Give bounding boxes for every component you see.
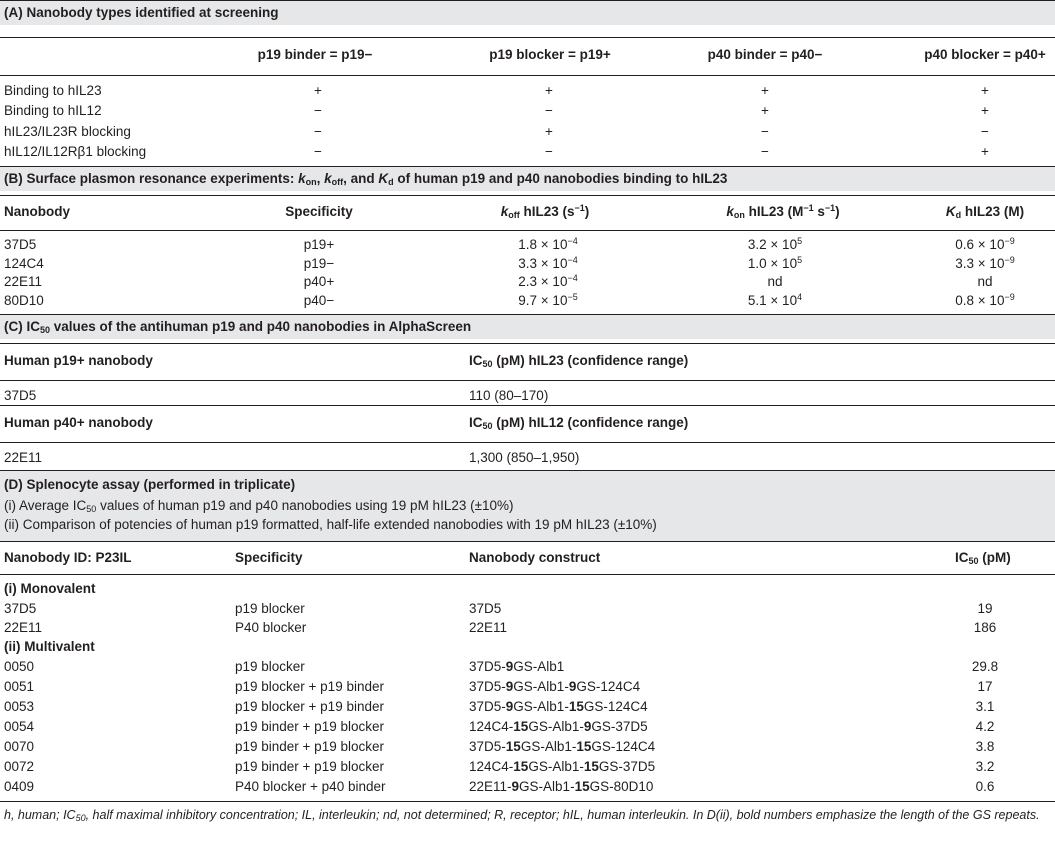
col-header-kd: $K_d$ hIL23 (M) xyxy=(945,204,1025,220)
d-row-id: 37D5 xyxy=(4,601,37,616)
table-cell: p40− xyxy=(303,293,335,308)
table-cell: $3.3 \times 10^{-9}$ xyxy=(955,255,1015,271)
cell: − xyxy=(761,144,769,159)
d-row-spec: p19 blocker xyxy=(235,659,305,674)
section-a-title: (A) Nanobody types identified at screening xyxy=(4,5,279,20)
d-row-ic50: 0.6 xyxy=(975,779,995,794)
d-col-header-ic50: $IC_{50}$ (pM) xyxy=(955,550,1011,566)
bottom-rule xyxy=(0,801,1055,802)
group-label-monovalent: (i) Monovalent xyxy=(4,581,96,596)
table-cell: $5.1 \times 10^4$ xyxy=(747,292,803,308)
section-b-title: (B) Surface plasmon resonance experiments: $k_{on}$, $k_{off}$, and $K_d$ of human p19 and p40 nanobodies binding to hIL23 xyxy=(4,171,728,187)
table-row-name: 37D5 xyxy=(4,237,37,252)
rule xyxy=(0,230,1055,231)
table-cell: $3.2 \times 10^5$ xyxy=(747,236,803,252)
d-row-ic50: 3.2 xyxy=(975,759,995,774)
d-row-ic50: 17 xyxy=(977,679,993,694)
rule xyxy=(0,574,1055,575)
table-cell: p19+ xyxy=(303,237,335,252)
d-row-construct: 124C4-15GS-Alb1-9GS-37D5 xyxy=(469,719,648,734)
table-cell: $3.3 \times 10^{-4}$ xyxy=(518,255,578,271)
d-row-ic50: 3.1 xyxy=(975,699,995,714)
cell: + xyxy=(314,83,322,98)
cell: − xyxy=(314,124,322,139)
rule xyxy=(0,343,1055,344)
table-row-name: 124C4 xyxy=(4,256,44,271)
d-col-header-spec: Specificity xyxy=(235,550,303,565)
rule xyxy=(0,195,1055,196)
cell: − xyxy=(761,124,769,139)
table-row-name: 22E11 xyxy=(4,274,43,289)
d-row-spec: p19 binder + p19 blocker xyxy=(235,739,384,754)
table-cell: $0.8 \times 10^{-9}$ xyxy=(955,292,1015,308)
d-col-header-construct: Nanobody construct xyxy=(469,550,601,565)
c-row-name: 22E11 xyxy=(4,450,43,465)
table-cell: nd xyxy=(767,274,783,289)
d-row-spec: P40 blocker + p40 binder xyxy=(235,779,386,794)
col-header-koff: $k_{off}$ hIL23 $(s^{-1})$ xyxy=(500,203,590,220)
row-label: hIL12/IL12Rβ1 blocking xyxy=(4,144,147,159)
col-header: p19 binder = p19− xyxy=(257,47,373,62)
c-row-value: 110 (80–170) xyxy=(469,388,549,403)
table-cell: $2.3 \times 10^{-4}$ xyxy=(518,273,578,289)
d-row-id: 0070 xyxy=(4,739,35,754)
d-row-ic50: 3.8 xyxy=(975,739,995,754)
row-label: Binding to hIL23 xyxy=(4,83,102,98)
rule xyxy=(0,75,1055,76)
rule xyxy=(0,380,1055,381)
c-header-right: $IC_{50}$ (pM) hIL23 (confidence range) xyxy=(469,353,689,369)
table-row-name: 80D10 xyxy=(4,293,44,308)
rule xyxy=(0,541,1055,542)
table-cell: $0.6 \times 10^{-9}$ xyxy=(955,236,1015,252)
d-row-id: 0051 xyxy=(4,679,35,694)
c-header-right: $IC_{50}$ (pM) hIL12 (confidence range) xyxy=(469,415,689,431)
d-row-id: 0054 xyxy=(4,719,35,734)
section-d-note: (ii) Comparison of potencies of human p19 formatted, half-life extended nanobodies with 19 pM hIL23 (±10%) xyxy=(4,517,657,532)
col-header-kon: $k_{on}$ hIL23 ($M^{-1}$ $s^{-1}$) xyxy=(726,203,840,220)
d-row-construct: 37D5-9GS-Alb1-9GS-124C4 xyxy=(469,679,641,694)
d-row-spec: p19 binder + p19 blocker xyxy=(235,719,384,734)
d-row-construct: 124C4-15GS-Alb1-15GS-37D5 xyxy=(469,759,656,774)
section-c-title: (C) $IC_{50}$ values of the antihuman p19 and p40 nanobodies in AlphaScreen xyxy=(4,319,472,335)
col-header: p40 binder = p40− xyxy=(707,47,823,62)
table-cell: $1.8 \times 10^{-4}$ xyxy=(518,236,578,252)
d-row-spec: p19 blocker xyxy=(235,601,305,616)
d-row-ic50: 4.2 xyxy=(975,719,995,734)
d-row-construct: 37D5-15GS-Alb1-15GS-124C4 xyxy=(469,739,656,754)
d-row-id: 0050 xyxy=(4,659,35,674)
c-header-left: Human p19+ nanobody xyxy=(4,353,153,368)
table-cell: p40+ xyxy=(303,274,335,289)
section-d-title: (D) Splenocyte assay (performed in triplicate) xyxy=(4,477,296,492)
d-row-spec: p19 blocker + p19 binder xyxy=(235,679,384,694)
section-d-note: (i) Average $IC_{50}$ values of human p19 and p40 nanobodies using 19 pM hIL23 (±10%) xyxy=(4,498,514,514)
cell: − xyxy=(545,103,553,118)
col-header: p40 blocker = p40+ xyxy=(924,47,1046,62)
cell: + xyxy=(545,124,553,139)
cell: + xyxy=(761,103,769,118)
d-row-ic50: 19 xyxy=(977,601,993,616)
rule xyxy=(0,37,1055,38)
cell: + xyxy=(981,103,989,118)
d-row-construct: 22E11-9GS-Alb1-15GS-80D10 xyxy=(469,779,654,794)
d-row-id: 22E11 xyxy=(4,620,43,635)
d-row-construct: 37D5 xyxy=(469,601,502,616)
c-header-left: Human p40+ nanobody xyxy=(4,415,153,430)
cell: − xyxy=(314,103,322,118)
col-header-nanobody: Nanobody xyxy=(4,204,70,219)
d-row-spec: P40 blocker xyxy=(235,620,307,635)
footnote: h, human; $IC_{50}$, half maximal inhibitory concentration; IL, interleukin; nd, not determined; R, receptor; hIL, human interleukin. In D(ii), bold numbers emphasize the length of the GS repeats. xyxy=(4,808,1040,823)
cell: + xyxy=(545,83,553,98)
cell: − xyxy=(981,124,989,139)
rule xyxy=(0,405,1055,406)
d-row-ic50: 186 xyxy=(973,620,997,635)
d-row-spec: p19 blocker + p19 binder xyxy=(235,699,384,714)
cell: − xyxy=(545,144,553,159)
group-label-multivalent: (ii) Multivalent xyxy=(4,639,95,654)
table-cell: nd xyxy=(977,274,993,289)
table-cell: p19− xyxy=(303,256,335,271)
d-row-construct: 37D5-9GS-Alb1 xyxy=(469,659,565,674)
d-row-construct: 37D5-9GS-Alb1-15GS-124C4 xyxy=(469,699,648,714)
d-row-id: 0072 xyxy=(4,759,35,774)
cell: + xyxy=(981,83,989,98)
d-row-construct: 22E11 xyxy=(469,620,508,635)
d-row-spec: p19 binder + p19 blocker xyxy=(235,759,384,774)
c-row-name: 37D5 xyxy=(4,388,37,403)
d-row-ic50: 29.8 xyxy=(971,659,999,674)
cell: + xyxy=(981,144,989,159)
col-header-specificity: Specificity xyxy=(285,204,353,219)
table-cell: $1.0 \times 10^5$ xyxy=(747,255,803,271)
table-cell: $9.7 \times 10^{-5}$ xyxy=(518,292,578,308)
row-label: Binding to hIL12 xyxy=(4,103,102,118)
d-col-header-id: Nanobody ID: P23IL xyxy=(4,550,132,565)
d-row-id: 0409 xyxy=(4,779,35,794)
cell: − xyxy=(314,144,322,159)
c-row-value: 1,300 (850–1,950) xyxy=(469,450,580,465)
rule xyxy=(0,442,1055,443)
row-label: hIL23/IL23R blocking xyxy=(4,124,131,139)
d-row-id: 0053 xyxy=(4,699,35,714)
col-header: p19 blocker = p19+ xyxy=(489,47,611,62)
cell: + xyxy=(761,83,769,98)
